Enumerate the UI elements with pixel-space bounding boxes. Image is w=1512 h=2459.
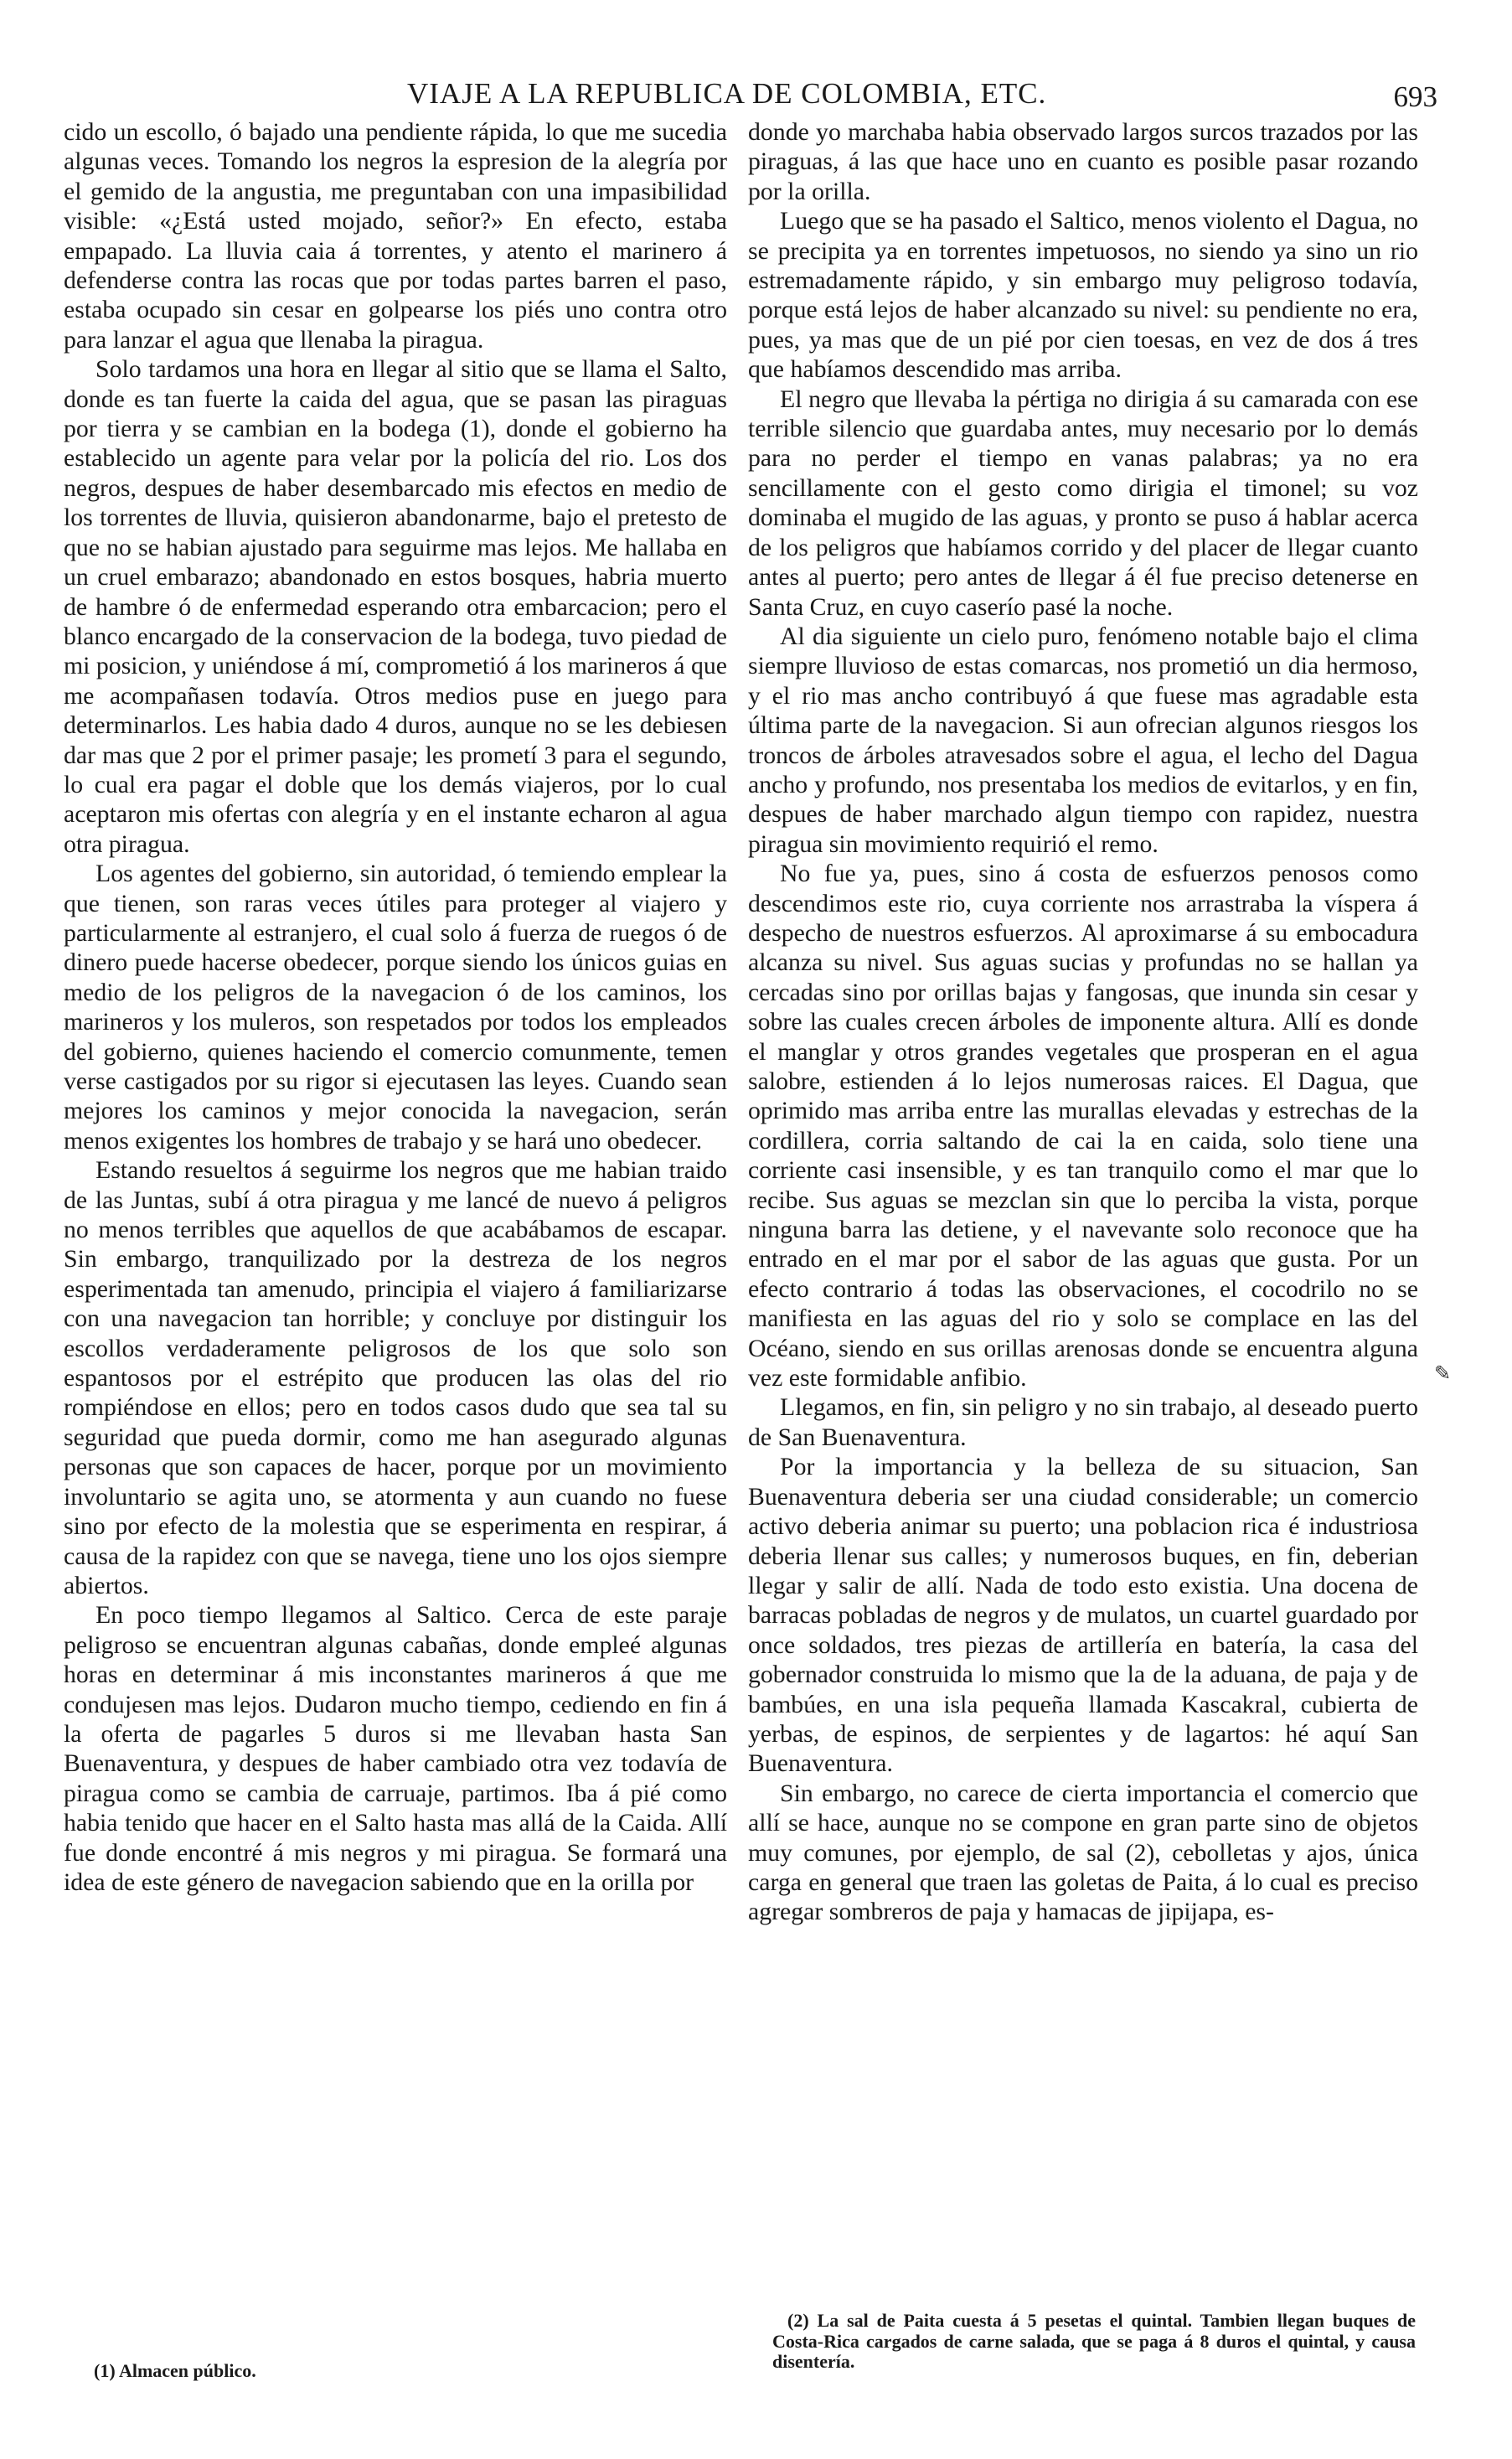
paragraph: Llegamos, en fin, sin peligro y no sin trabajo, al deseado puerto de San Buenaventura. xyxy=(748,1393,1418,1451)
paragraph: Los agentes del gobierno, sin autoridad, ó temiendo emplear la que tienen, son raras veces útiles para proteger al viajero y particularmente al estranjero, el cual solo á fuerza de ruegos ó de dinero puede hacerse obedecer, porque siendo los únicos guias en medio de los peligros de la navegacion ó de los caminos, los marineros y los muleros, son respetados por todos los empleados del gobierno, quienes haciendo el comercio comunmente, temen verse castigados por su rigor si ejecutasen las leyes. Cuando sean mejores los caminos y mejor conocida la navegacion, serán menos exigentes los hombres de trabajo y se hará uno obedecer. xyxy=(64,860,727,1155)
footnote-1: (1) Almacen público. xyxy=(94,2360,256,2381)
paragraph: Solo tardamos una hora en llegar al sitio que se llama el Salto, donde es tan fuerte la caida del agua, que se pasan las piraguas por tierra y se cambian en la bodega (1), donde el gobierno ha establecido un agente para velar por la policía del rio. Los dos negros, despues de haber desembarcado mis efectos en medio de los torrentes de lluvia, quisieron abandonarme, bajo el pretesto de que no se habian ajustado para seguirme mas lejos. Me hallaba en un cruel embarazo; abandonado en estos bosques, habria muerto de hambre ó de enfermedad esperando otra embarcacion; pero el blanco encargado de la conservacion de la bodega, tuvo piedad de mi posicion, y uniéndose á mí, comprometió á los marineros á que me acompañasen todavía. Otros medios puse en juego para determinarlos. Les habia dado 4 duros, aunque no se les debiesen dar mas que 2 por el primer pasaje; les prometí 3 para el segundo, lo cual era pagar el doble que los demás viajeros, por lo cual aceptaron mis ofertas con alegría y en el instante echaron al agua otra piragua. xyxy=(64,355,727,858)
footnote-2: (2) La sal de Paita cuesta á 5 pesetas el quintal. Tambien llegan buques de Costa-Rica cargados de carne salada, que se paga á 8 duros el quintal, y causa disentería. xyxy=(772,2310,1416,2372)
paragraph: Al dia siguiente un cielo puro, fenómeno notable bajo el clima siempre lluvioso de estas comarcas, nos prometió un dia hermoso, y el rio mas ancho contribuyó á que fuese mas agradable esta última parte de la navegacion. Si aun ofrecian algunos riesgos los troncos de árboles atravesados sobre el agua, el lecho del Dagua ancho y profundo, nos presentaba los medios de evitarlos, y en fin, despues de haber marchado algun tiempo con rapidez, nuestra piragua sin movimiento requirió el remo. xyxy=(748,622,1418,858)
running-head xyxy=(407,77,1437,117)
paragraph: El negro que llevaba la pértiga no dirigia á su camarada con ese terrible silencio que guardaba antes, muy necesario por lo demás para no perder el tiempo en vanas palabras; ya no era sencillamente con el gesto como dirigia el timonel; su voz dominaba el mugido de las aguas, y pronto se puso á hablar acerca de los peligros que habíamos corrido y del placer de llegar cuanto antes al puerto; pero antes de llegar á él fue preciso detenerse en Santa Cruz, en cuyo caserío pasé la noche. xyxy=(748,385,1418,621)
right-column xyxy=(748,117,1418,1927)
page-number: 693 xyxy=(1393,80,1437,113)
paragraph: No fue ya, pues, sino á costa de esfuerzos penosos como descendimos este rio, cuya corriente nos arrastraba la víspera á despecho de nuestros esfuerzos. Al aproximarse á su embocadura alcanza su nivel. Sus aguas sucias y profundas no se hallan ya cercadas sino por orillas bajas y fangosas, que inunda sin cesar y sobre las cuales crecen árboles de imponente altura. Allí es donde el manglar y otros grandes vegetales que prosperan en el agua salobre, estienden á lo lejos numerosas raices. El Dagua, que oprimido mas arriba entre las murallas elevadas y estrechas de la cordillera, corria saltando de cai la en caida, solo tiene una corriente casi insensible, y es tan tranquilo como el mar que lo recibe. Sus aguas se mezclan sin que lo perciba la vista, porque ninguna barra las detiene, y el navevante solo reconoce que ha entrado en el mar por el sabor de las aguas que gusta. Por un efecto contrario á todas las observaciones, el cocodrilo no se manifiesta en las aguas del rio y solo se complace en las del Océano, siendo en sus orillas arenosas donde se encuentra alguna vez este formidable anfibio. xyxy=(748,860,1418,1392)
running-title: VIAJE A LA REPUBLICA DE COLOMBIA, ETC. xyxy=(407,77,1047,110)
paragraph: Por la importancia y la belleza de su situacion, San Buenaventura deberia ser una ciudad considerable; un comercio activo deberia animar su puerto; una poblacion rica é industriosa deberia llenar sus calles; y numerosos buques, en fin, deberian llegar y salir de allí. Nada de todo esto existia. Una docena de barracas pobladas de negros y de mulatos, un cuartel guardado por once soldados, tres piezas de artillería en batería, la casa del gobernador construida lo mismo que la de la aduana, de paja y de bambúes, en una isla pequeña llamada Kascakral, cubierta de yerbas, de espinos, de serpientes y de lagartos: hé aquí San Buenaventura. xyxy=(748,1453,1418,1778)
paragraph: donde yo marchaba habia observado largos surcos trazados por las piraguas, á las que hace uno en cuanto es posible pasar rozando por la orilla. xyxy=(748,118,1418,205)
paragraph: Luego que se ha pasado el Saltico, menos violento el Dagua, no se precipita ya en torrentes impetuosos, no siendo ya sino un rio estremadamente rápido, y sin embargo muy peligroso todavía, porque está lejos de haber alcanzado su nivel: su pendiente no era, pues, ya mas que de un pié por cien toesas, en vez de dos á tres que habíamos descendido mas arriba. xyxy=(748,207,1418,384)
left-column xyxy=(64,117,727,1897)
margin-mark-icon: ✎ xyxy=(1434,1361,1452,1385)
paragraph: Sin embargo, no carece de cierta importancia el comercio que allí se hace, aunque no se compone en gran parte sino de objetos muy comunes, por ejemplo, de sal (2), cebolletas y ajos, única carga en general que traen las goletas de Paita, á lo cual es preciso agregar sombreros de paja y hamacas de jipijapa, es- xyxy=(748,1779,1418,1926)
paragraph: cido un escollo, ó bajado una pendiente rápida, lo que me sucedia algunas veces. Tomando los negros la espresion de la alegría por el gemido de la angustia, me preguntaban con una impasibilidad visible: «¿Está usted mojado, señor?» En efecto, estaba empapado. La lluvia caia á torrentes, y atento el marinero á defenderse contra las rocas que por todas partes barren el paso, estaba ocupado sin cesar en golpearse los piés uno contra otro para lanzar el agua que llenaba la piragua. xyxy=(64,118,727,354)
paragraph: Estando resueltos á seguirme los negros que me habian traido de las Juntas, subí á otra piragua y me lancé de nuevo á peligros no menos terribles que aquellos de que acabábamos de escapar. Sin embargo, tranquilizado por la destreza de los negros esperimentada tan amenudo, principia el viajero á familiarizarse con una navegacion tan horrible; y concluye por distinguir los escollos verdaderamente peligrosos de los que solo son espantosos por el estrépito que producen las olas del rio rompiéndose en ellos; pero en todos casos dudo que sea tal su seguridad que pueda dormir, como me han asegurado algunas personas que son capaces de hacer, porque por un movimiento involuntario se agita uno, se atormenta y aun cuando no fuese sino por efecto de la molestia que se esperimenta en respirar, á causa de la rapidez con que se navega, tiene uno los ojos siempre abiertos. xyxy=(64,1156,727,1599)
paragraph: En poco tiempo llegamos al Saltico. Cerca de este paraje peligroso se encuentran algunas cabañas, donde empleé algunas horas en determinar á mis inconstantes marineros á que me condujesen mas lejos. Dudaron mucho tiempo, cediendo en fin á la oferta de pagarles 5 duros si me llevaban hasta San Buenaventura, y despues de haber cambiado otra vez todavía de piragua como se cambia de carruaje, partimos. Iba á pié como habia tenido que hacer en el Salto hasta mas allá de la Caida. Allí fue donde encontré á mis negros y mi piragua. Se formará una idea de este género de navegacion sabiendo que en la orilla por xyxy=(64,1601,727,1896)
